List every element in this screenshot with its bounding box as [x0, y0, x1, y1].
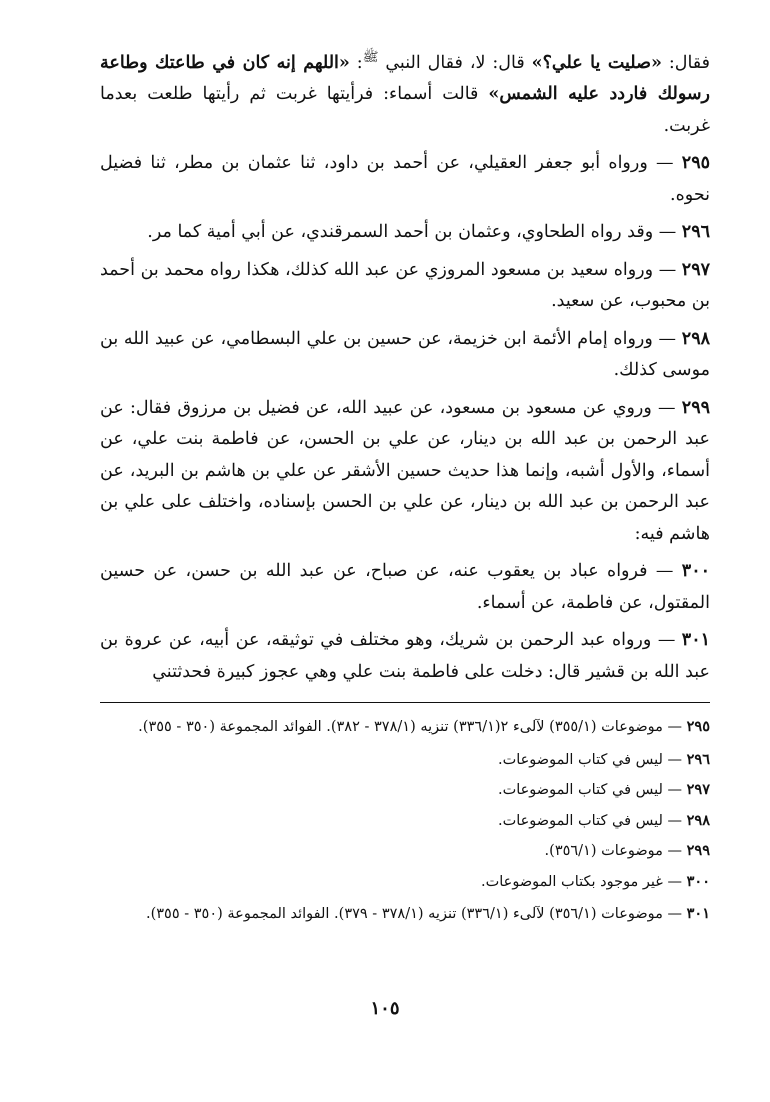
text-segment: قالت أسماء: فرأيتها غربت ثم رأيتها طلعت بعدما غربت.: [100, 84, 710, 136]
footnote-301: [100, 899, 710, 930]
entry-text: — ورواه إمام الأئمة ابن خزيمة، عن حسين بن علي البسطامي، عن عبيد الله بن موسى كذلك.: [100, 328, 710, 381]
footnote-text: — موضوعات (٣٥٥/١) لآلىء ٢(٣٣٦/١) تنزيه (٣٧٨/١ - ٣٨٢). الفوائد المجموعة (٣٥٠ - ٣٥٥).: [138, 719, 687, 735]
footnote-number: ٢٩٥: [686, 718, 710, 735]
bold-quote: «اللهم إنه كان في طاعتك وطاعة رسولك فاردد عليه الشمس»: [100, 52, 710, 105]
entry-text: — فرواه عباد بن يعقوب عنه، عن صباح، عن عبد الله بن حسن، عن حسين المقتول، عن فاطمة، عن أسماء.: [100, 561, 710, 613]
text-segment: قال: لا، فقال النبي: [378, 52, 532, 73]
paragraph-299: [100, 393, 710, 551]
footnote-297: [100, 775, 710, 806]
page-number: ١٠٥: [370, 998, 400, 1019]
entry-number: ٢٩٨: [681, 328, 710, 349]
footnote-text: — ليس في كتاب الموضوعات.: [497, 782, 687, 798]
paragraph-295: [100, 148, 710, 211]
footnote-divider: [100, 702, 710, 703]
footnote-299: [100, 836, 710, 867]
paragraph-297: [100, 255, 710, 318]
footnote-300: [100, 867, 710, 898]
footnote-number: ٣٠١: [686, 905, 710, 922]
footnote-text: — موضوعات (٣٥٦/١).: [544, 843, 687, 859]
text-segment: :: [349, 52, 363, 73]
entry-number: ٢٩٧: [681, 259, 710, 280]
paragraph-298: [100, 324, 710, 387]
main-text: [100, 42, 710, 694]
text-segment: فقال:: [661, 52, 711, 73]
entry-number: ٣٠٠: [681, 561, 710, 582]
entry-text: — وقد رواه الطحاوي، وعثمان بن أحمد السمرقندي، عن أبي أمية كما مر.: [147, 222, 682, 243]
entry-number: ٢٩٦: [681, 222, 710, 243]
entry-number: ٣٠١: [681, 630, 710, 651]
footnote-text: — غير موجود بكتاب الموضوعات.: [481, 873, 687, 890]
footnote-298: [100, 806, 710, 837]
footnote-number: ٢٩٧: [686, 781, 710, 798]
entry-text: — ورواه أبو جعفر العقيلي، عن أحمد بن داود، ثنا عثمان بن مطر، ثنا فضيل نحوه.: [100, 153, 710, 205]
paragraph-296: [100, 217, 710, 249]
footnote-number: ٢٩٦: [686, 750, 710, 768]
entry-number: ٢٩٥: [681, 153, 710, 174]
paragraph-hadith-continuation: [100, 42, 710, 142]
footnote-text: — موضوعات (٣٥٦/١) لآلىء (٣٣٦/١) تنزيه (٣٧٨/١ - ٣٧٩). الفوائد المجموعة (٣٥٠ - ٣٥٥).: [145, 906, 687, 922]
paragraph-300: [100, 556, 710, 619]
footnote-number: ٢٩٨: [686, 811, 710, 829]
footnote-number: ٢٩٩: [686, 842, 710, 859]
footnote-text: — ليس في كتاب الموضوعات.: [497, 812, 687, 829]
footnote-text: — ليس في كتاب الموضوعات.: [497, 751, 687, 768]
footnote-295: [100, 712, 710, 743]
salawat-glyph: ﷺ: [362, 50, 379, 65]
entry-text: — وروي عن مسعود بن مسعود، عن عبيد الله، عن فضيل بن مرزوق فقال: عن عبد الرحمن بن عبد الله بن دينار، عن علي بن الحسن، عن فاطمة بنت علي، عن أسماء، والأول أشبه، وإنما هذا حديث حسين الأشقر عن علي بن هاشم بن البريد، عن عبد الرحمن بن عبد الله بن دينار، عن علي بن الحسن بإسناده، واختلف على علي بن هاشم فيه:: [100, 397, 710, 544]
footnote-296: [100, 745, 710, 776]
entry-text: — ورواه سعيد بن مسعود المروزي عن عبد الله كذلك، هكذا رواه محمد بن أحمد بن محبوب، عن سعيد.: [100, 259, 710, 312]
bold-quote: «صليت يا علي؟»: [531, 52, 662, 73]
footnotes: [100, 712, 710, 930]
paragraph-301: [100, 625, 710, 688]
entry-text: — ورواه عبد الرحمن بن شريك، وهو مختلف في توثيقه، عن أبيه، عن عروة بن عبد الله بن قشير قال: دخلت على فاطمة بنت علي وهي عجوز كبيرة فحدثتني: [100, 630, 710, 682]
footnote-number: ٣٠٠: [686, 872, 710, 890]
entry-number: ٢٩٩: [681, 397, 710, 418]
